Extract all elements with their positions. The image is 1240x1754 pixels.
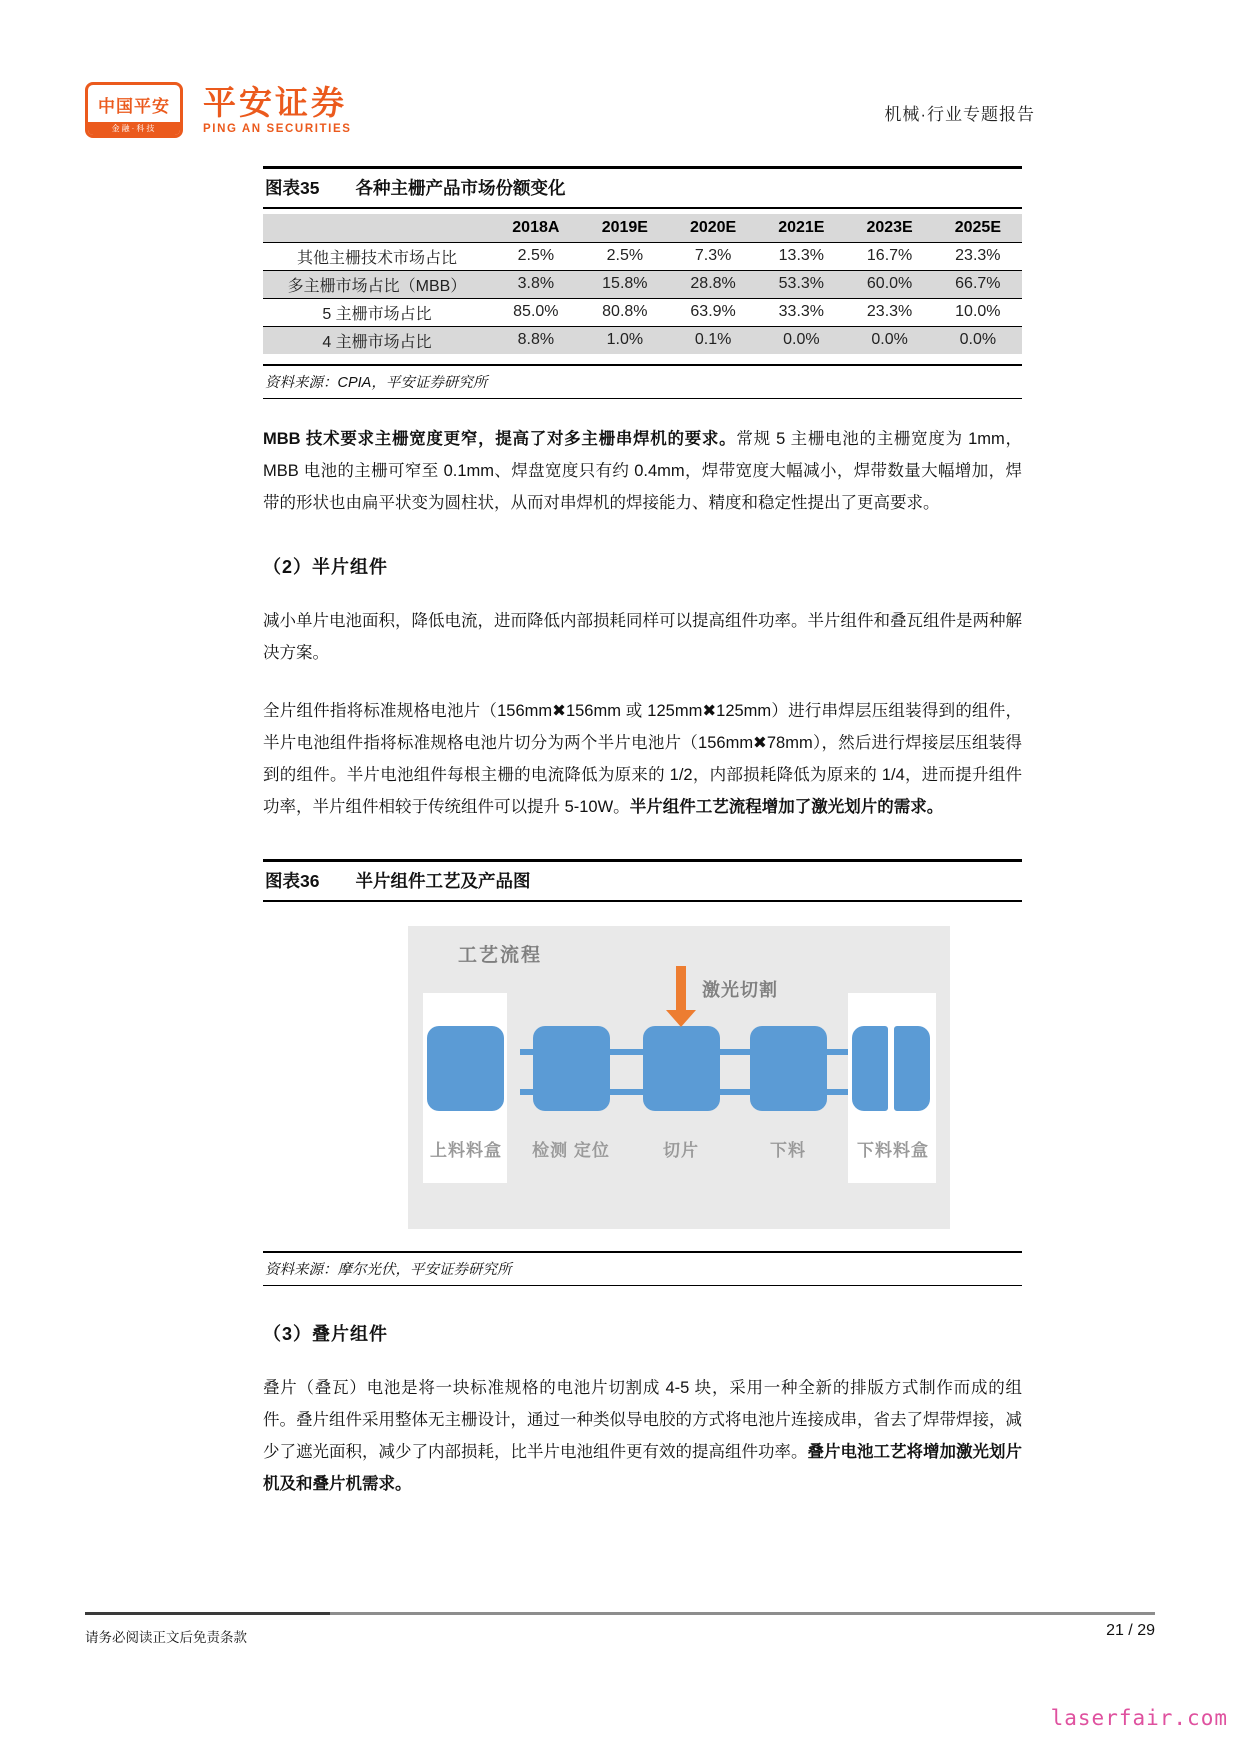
figure36-source: 资料来源：摩尔光伏，平安证券研究所: [263, 1251, 1022, 1286]
half-cell-wafer-left: [852, 1026, 888, 1111]
laser-arrow-icon: [676, 966, 686, 1010]
badge-subtext: 金融·科技: [88, 122, 180, 135]
table-header-row: [263, 214, 1022, 242]
paragraph-half-cell-2: [263, 695, 1022, 823]
row-label: 4 主栅市场占比: [322, 333, 432, 351]
table-row: [263, 298, 1022, 326]
cell-value: 0.0%: [871, 331, 908, 349]
paragraph-mbb: [263, 423, 1022, 519]
process-flow-diagram: [408, 926, 950, 1229]
half-cell-wafer-right: [894, 1026, 930, 1111]
figure36-label: 图表36: [265, 871, 320, 891]
cell-value: 0.0%: [783, 331, 820, 349]
table-row: [263, 242, 1022, 270]
row-label: 5 主栅市场占比: [322, 305, 432, 323]
column-header: 2020E: [689, 218, 737, 236]
cell-value: 23.3%: [955, 247, 1001, 264]
cell-value: 1.0%: [606, 331, 644, 349]
footer-divider: [85, 1612, 1155, 1615]
column-header: [263, 214, 491, 242]
cell-value: 7.3%: [694, 247, 732, 264]
paragraph-bold-tail: 半片组件工艺流程增加了激光划片的需求。: [629, 798, 944, 816]
laser-cutting-label: 激光切割: [702, 980, 778, 1000]
paragraph-text: 常规 5 主栅电池的主栅宽度为 1mm，MBB 电池的主栅可窄至 0.1mm、焊盘宽度只有约 0.4mm，焊带宽度大幅减小，焊带数量大幅增加，焊带的形状也由扁平状变为圆柱状，从而对串焊机的焊接能力、精度和稳定性提出了更高要求。: [263, 430, 1022, 512]
station-label: 下料料盒: [857, 1141, 929, 1160]
brand-name-cn: 平安证券: [203, 83, 347, 121]
cell-value: 15.8%: [602, 275, 648, 292]
cell-value: 85.0%: [513, 303, 559, 320]
paragraph-half-cell-1: 减小单片电池面积，降低电流，进而降低内部损耗同样可以提高组件功率。半片组件和叠瓦组件是两种解决方案。: [263, 612, 1022, 662]
report-body: [263, 166, 1022, 1500]
figure35-title-bar: [263, 166, 1022, 209]
figure36-title-bar: [263, 859, 1022, 902]
footer-disclaimer: 请务必阅读正文后免责条款: [85, 1630, 247, 1645]
cell-value: 66.7%: [955, 275, 1001, 292]
figure35-label: 图表35: [265, 178, 320, 198]
column-header: 2023E: [866, 218, 913, 236]
cell-value: 2.5%: [606, 247, 644, 264]
cell-value: 0.1%: [694, 331, 732, 349]
cell-value: 16.7%: [866, 247, 913, 264]
column-header: 2019E: [601, 218, 648, 236]
cell-value: 60.0%: [866, 275, 913, 292]
paragraph-text: 叠片（叠瓦）电池是将一块标准规格的电池片切割成 4-5 块，采用一种全新的排版方式制作而成的组件。叠片组件采用整体无主栅设计，通过一种类似导电胶的方式将电池片连接成串，省去了焊带焊接，减少了遮光面积，减少了内部损耗，比半片电池组件更有效的提高组件功率。: [263, 1379, 1022, 1461]
report-type-label: 机械·行业专题报告: [884, 105, 1035, 124]
market-share-table: [263, 214, 1022, 354]
station-label: 切片: [663, 1141, 699, 1160]
cell-value: 28.8%: [690, 275, 736, 292]
table-row: [263, 326, 1022, 354]
cell-value: 3.8%: [517, 275, 555, 292]
column-header: 2021E: [778, 218, 825, 236]
cell-value: 10.0%: [955, 303, 1001, 320]
section-heading-half-cell: （2）半片组件: [263, 557, 389, 577]
cell-wafer: [427, 1026, 504, 1111]
column-header: 2025E: [954, 218, 1001, 236]
pingan-badge-logo: [85, 82, 183, 138]
station-label: 检测 定位: [532, 1141, 610, 1160]
cell-value: 2.5%: [517, 247, 555, 264]
cell-wafer: [533, 1026, 610, 1111]
paragraph-bold-tail: 叠片电池工艺将增加激光划片机及和叠片机需求。: [263, 1443, 1022, 1493]
laser-arrow-head-icon: [666, 1010, 696, 1027]
column-header: 2018A: [512, 218, 560, 236]
table-row: [263, 270, 1022, 298]
badge-text: 中国平安: [98, 97, 170, 116]
pingan-logo: [85, 82, 352, 138]
cell-wafer: [750, 1026, 827, 1111]
page-number: 21 / 29: [1106, 1622, 1155, 1639]
flow-title: 工艺流程: [458, 945, 543, 966]
cell-value: 80.8%: [602, 303, 648, 320]
figure36-title: 半片组件工艺及产品图: [355, 871, 531, 891]
station-label: 下料: [770, 1141, 806, 1160]
row-label: 多主栅市场占比（MBB）: [287, 277, 467, 295]
station-label: 上料料盒: [430, 1141, 502, 1160]
cell-value: 23.3%: [866, 303, 913, 320]
cell-wafer: [643, 1026, 720, 1111]
cell-value: 53.3%: [778, 275, 825, 292]
watermark: laserfair.com: [1050, 1706, 1228, 1730]
section-heading-stacked: （3）叠片组件: [263, 1324, 389, 1344]
brand-block: [203, 83, 352, 135]
cell-value: 33.3%: [778, 303, 825, 320]
paragraph-text: 全片组件指将标准规格电池片（156mm✖156mm 或 125mm✖125mm）进行串焊层压组装得到的组件，半片电池组件指将标准规格电池片切分为两个半片电池片（156mm✖78mm），然后进行焊接层压组装得到的组件。半片电池组件每根主栅的电流降低为原来的 1/2，内部损耗降低为原来的 1/4，进而提升组件功率，半片组件相较于传统组件可以提升 5-10W。: [263, 702, 1022, 816]
brand-name-en: PING AN SECURITIES: [203, 122, 352, 135]
row-label: 其他主栅技术市场占比: [296, 249, 457, 267]
figure35-source: 资料来源：CPIA，平安证券研究所: [263, 364, 1022, 399]
cell-value: 8.8%: [517, 331, 555, 349]
figure35-title: 各种主栅产品市场份额变化: [355, 178, 566, 198]
paragraph-stacked: [263, 1372, 1022, 1500]
cell-value: 63.9%: [690, 303, 736, 320]
paragraph-bold-lead: MBB 技术要求主栅宽度更窄，提高了对多主栅串焊机的要求。: [263, 430, 737, 448]
cell-value: 0.0%: [959, 331, 997, 349]
cell-value: 13.3%: [778, 247, 825, 264]
